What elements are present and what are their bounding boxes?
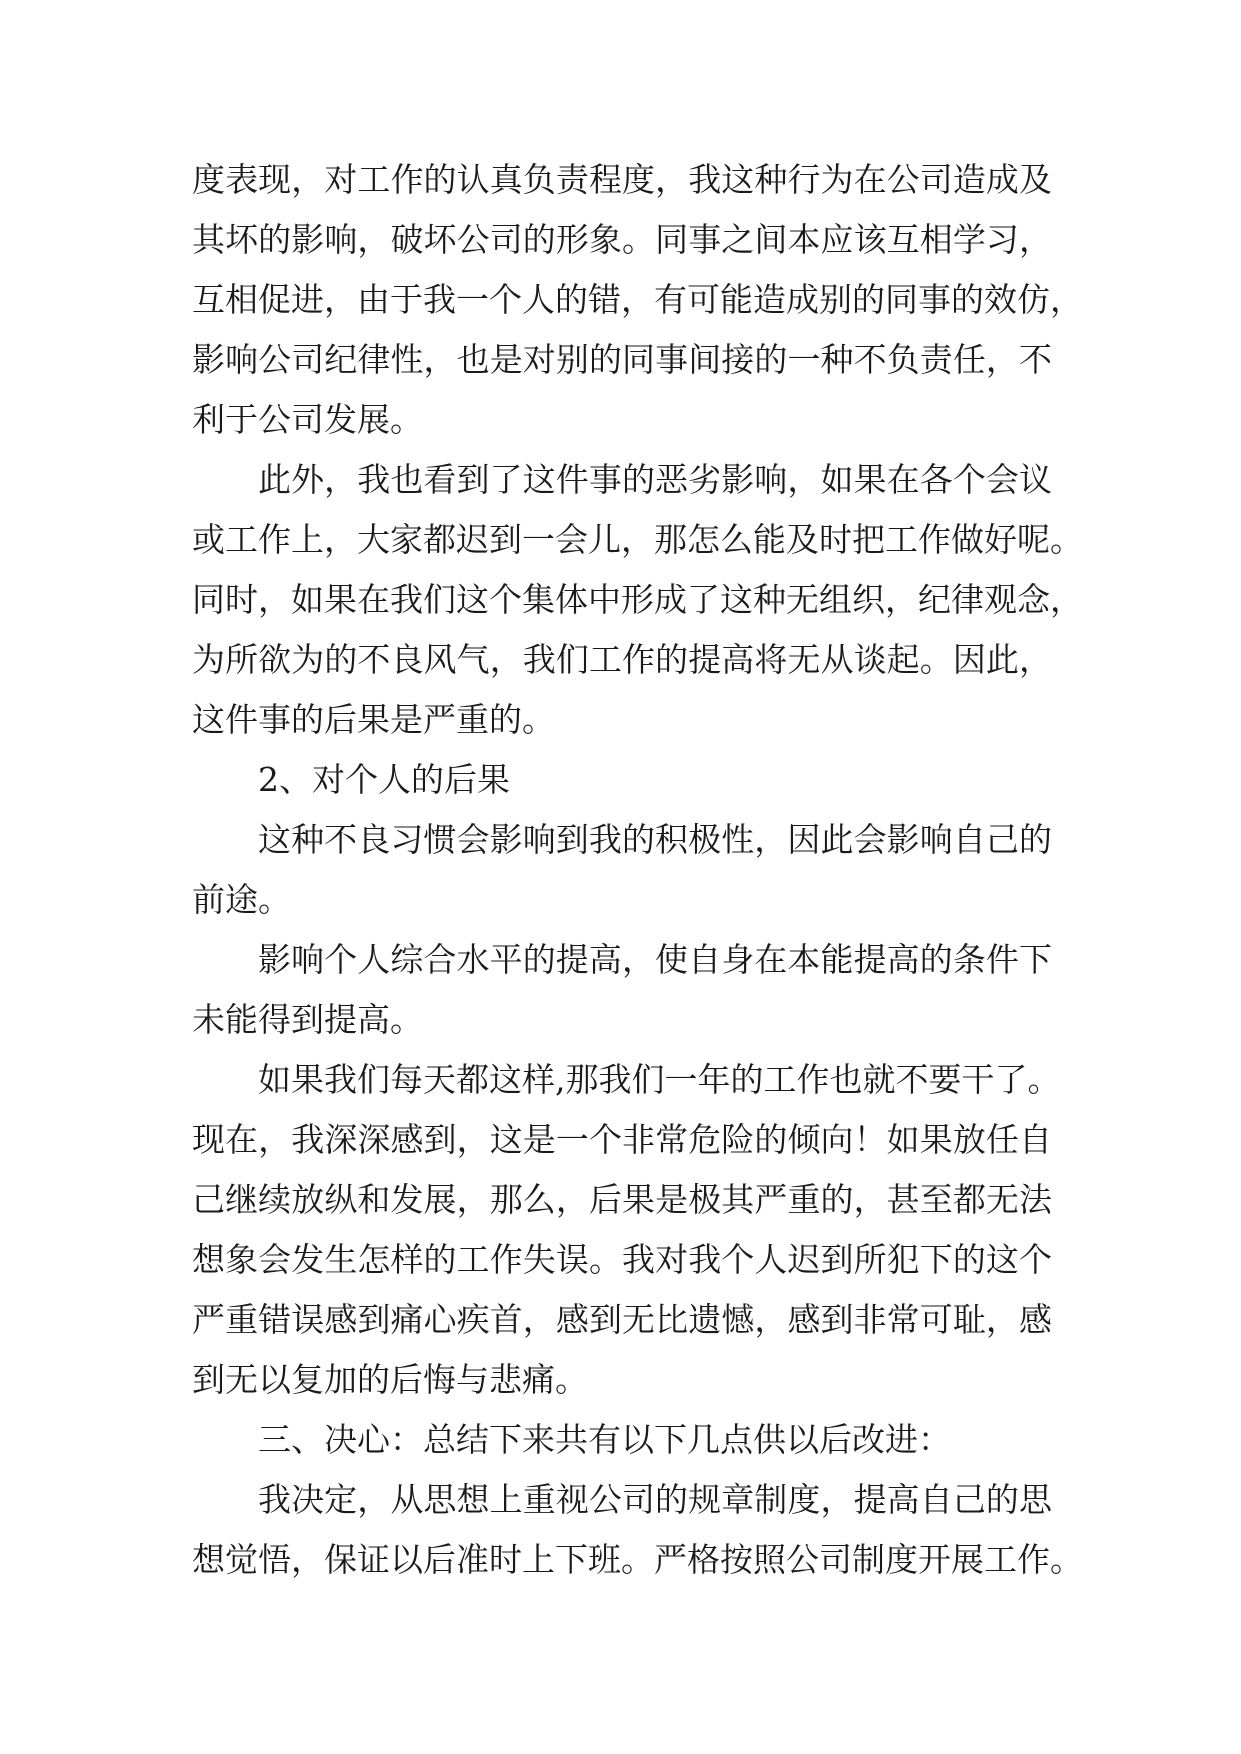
paragraph-line: 这种不良习惯会影响到我的积极性，因此会影响自己的 bbox=[258, 820, 1052, 859]
paragraph-line: 同时，如果在我们这个集体中形成了这种无组织，纪律观念， bbox=[192, 580, 1083, 619]
paragraph-line: 其坏的影响，破坏公司的形象。同事之间本应该互相学习， bbox=[192, 220, 1052, 259]
paragraph-line: 前途。 bbox=[192, 880, 291, 919]
paragraph-line: 到无以复加的后悔与悲痛。 bbox=[192, 1360, 588, 1399]
paragraph-line: 如果我们每天都这样,那我们一年的工作也就不要干了。 bbox=[258, 1060, 1061, 1099]
document-body bbox=[192, 150, 1083, 1590]
paragraph-line: 严重错误感到痛心疾首，感到无比遗憾，感到非常可耻，感 bbox=[192, 1300, 1052, 1339]
paragraph-line: 为所欲为的不良风气，我们工作的提高将无从谈起。因此， bbox=[192, 640, 1052, 679]
paragraph-line: 或工作上，大家都迟到一会儿，那怎么能及时把工作做好呢。 bbox=[192, 520, 1083, 559]
paragraph-line: 影响个人综合水平的提高，使自身在本能提高的条件下 bbox=[258, 940, 1052, 979]
paragraph-line: 这件事的后果是严重的。 bbox=[192, 700, 555, 739]
paragraph-line: 度表现，对工作的认真负责程度，我这种行为在公司造成及 bbox=[192, 160, 1052, 199]
section-heading: 2、对个人的后果 bbox=[258, 760, 510, 799]
paragraph-line: 想觉悟，保证以后准时上下班。严格按照公司制度开展工作。 bbox=[192, 1540, 1083, 1579]
paragraph-line: 我决定，从思想上重视公司的规章制度，提高自己的思 bbox=[258, 1480, 1052, 1519]
section-heading: 三、决心：总结下来共有以下几点供以后改进： bbox=[258, 1420, 951, 1459]
paragraph-line: 想象会发生怎样的工作失误。我对我个人迟到所犯下的这个 bbox=[192, 1240, 1052, 1279]
paragraph-line: 利于公司发展。 bbox=[192, 400, 423, 439]
paragraph-line: 互相促进，由于我一个人的错，有可能造成别的同事的效仿， bbox=[192, 280, 1083, 319]
paragraph-line: 己继续放纵和发展，那么，后果是极其严重的，甚至都无法 bbox=[192, 1180, 1052, 1219]
paragraph-line: 影响公司纪律性，也是对别的同事间接的一种不负责任，不 bbox=[192, 340, 1052, 379]
paragraph-line: 未能得到提高。 bbox=[192, 1000, 423, 1039]
paragraph-line: 现在，我深深感到，这是一个非常危险的倾向！如果放任自 bbox=[192, 1120, 1052, 1159]
paragraph-line: 此外，我也看到了这件事的恶劣影响，如果在各个会议 bbox=[258, 460, 1052, 499]
